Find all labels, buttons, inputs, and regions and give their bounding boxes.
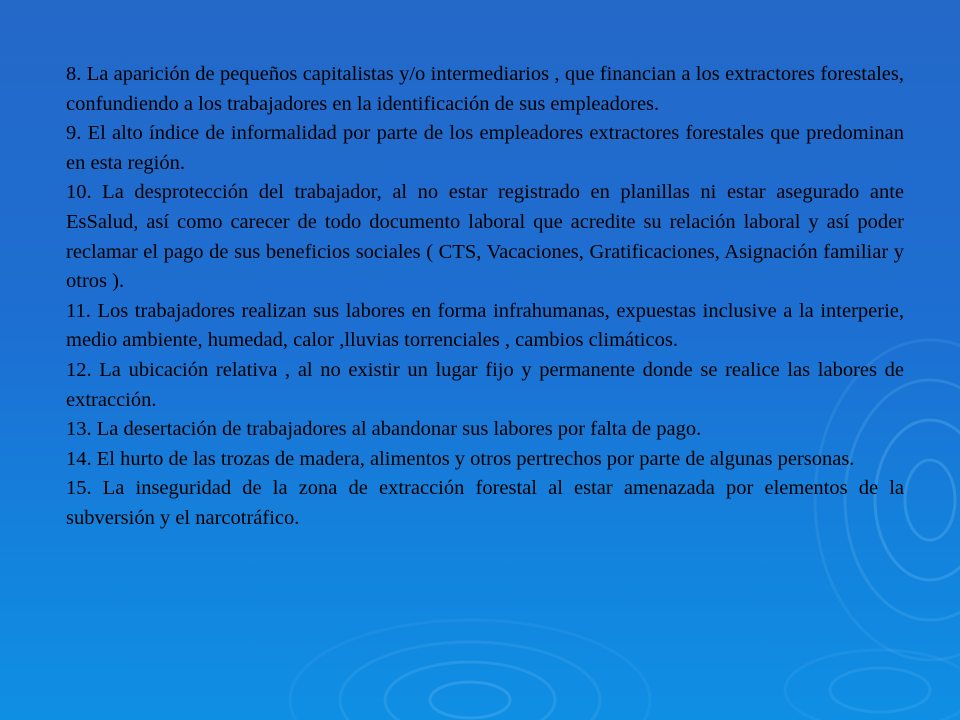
list-item: 8. La aparición de pequeños capitalistas y/o intermediarios , que financian a los extractores forestales, confundiendo a los trabajadores en la identificación de sus empleadores. xyxy=(66,63,904,115)
list-item: 14. El hurto de las trozas de madera, alimentos y otros pertrechos por parte de algunas personas. xyxy=(66,447,855,470)
list-item: 9. El alto índice de informalidad por parte de los empleadores extractores forestales que predominan en esta región. xyxy=(66,122,904,174)
list-item: 10. La desprotección del trabajador, al no estar registrado en planillas ni estar asegurado ante EsSalud, así como carecer de todo documento laboral que acredite su relación laboral y así poder reclamar el pago de sus beneficios sociales ( CTS, Vacaciones, Gratificaciones, Asignación familiar y otros ). xyxy=(66,181,904,293)
list-item: 12. La ubicación relativa , al no existir un lugar fijo y permanente donde se realice las labores de extracción. xyxy=(66,358,904,411)
list-item: 13. La desertación de trabajadores al abandonar sus labores por falta de pago. xyxy=(66,418,702,441)
list-item: 11. Los trabajadores realizan sus labores en forma infrahumanas, expuestas inclusive a la interperie, medio ambiente, humedad, calor ,lluvias torrenciales , cambios climáticos. xyxy=(66,299,904,352)
text-block xyxy=(66,60,904,534)
list-item: 15. La inseguridad de la zona de extracción forestal al estar amenazada por elementos de la subversión y el narcotráfico. xyxy=(66,477,904,529)
